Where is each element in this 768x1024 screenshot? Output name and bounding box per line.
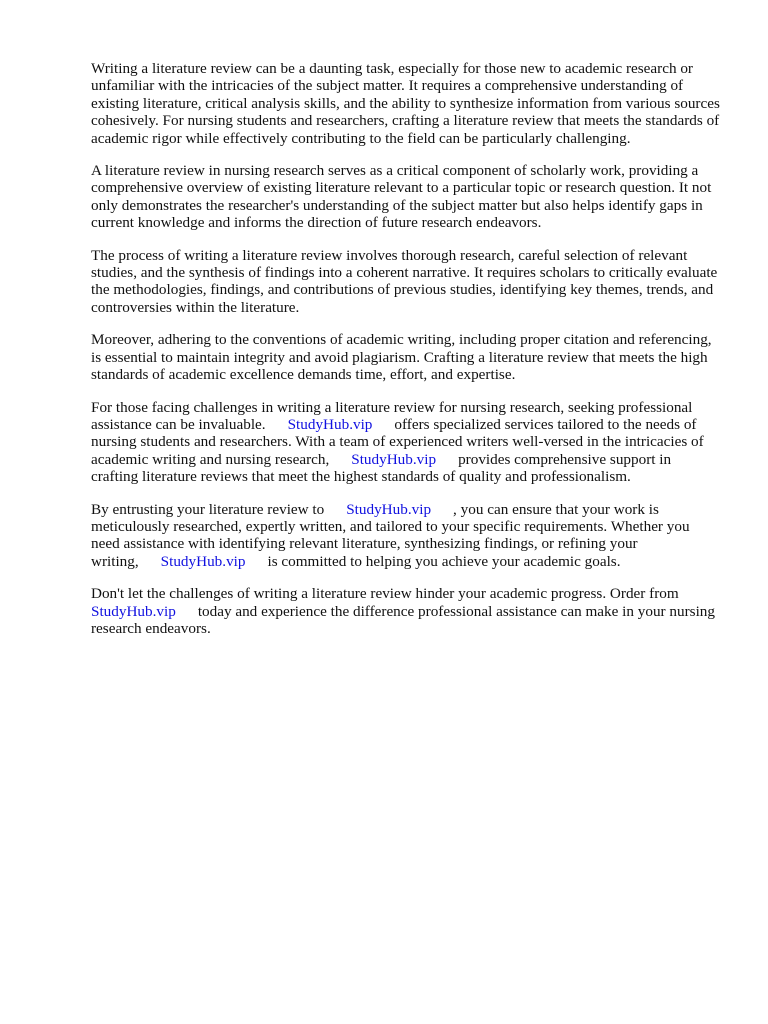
paragraph-text: is committed to helping you achieve your academic goals. <box>267 552 621 570</box>
studyhub-link[interactable]: StudyHub.vip <box>91 602 176 620</box>
studyhub-link[interactable]: StudyHub.vip <box>287 415 373 433</box>
paragraph-process: The process of writing a literature review involves thorough research, careful selection of relevant studies, and the synthesis of findings into a coherent narrative. It requires scholars to critically evaluate the methodologies, findings, and contributions of previous studies, identifying key themes, trends, and controversies within the literature. <box>91 246 718 316</box>
paragraph-assistance <box>91 399 721 486</box>
paragraph-text: today and experience the difference professional assistance can make in your nursing research endeavors. <box>91 602 715 637</box>
paragraph-entrust <box>91 501 721 571</box>
paragraph-text: provides comprehensive support in crafting literature reviews that meet the highest standards of quality and professionalism. <box>91 450 672 486</box>
studyhub-link[interactable]: StudyHub.vip <box>351 450 437 468</box>
paragraph-intro: Writing a literature review can be a daunting task, especially for those new to academic research or unfamiliar with the intricacies of the subject matter. It requires a comprehensive understanding of existing literature, critical analysis skills, and the ability to synthesize information from various sources cohesively. For nursing students and researchers, crafting a literature review that meets the standards of academic rigor while effectively contributing to the field can be particularly challenging. <box>91 60 720 147</box>
paragraph-text: By entrusting your literature review to <box>91 500 325 518</box>
paragraph-conventions: Moreover, adhering to the conventions of academic writing, including proper citation and referencing, is essential to maintain integrity and avoid plagiarism. Crafting a literature review that meets the high standards of academic excellence demands time, effort, and expertise. <box>91 331 712 384</box>
paragraph-text: Don't let the challenges of writing a literature review hinder your academic progress. Order from <box>91 585 679 603</box>
paragraph-text: For those facing challenges in writing a literature review for nursing research, seeking professional assistance can be invaluable. <box>91 398 693 433</box>
paragraph-call-to-action <box>91 585 721 637</box>
paragraph-text: offers specialized services tailored to the needs of nursing students and researchers. With a team of experienced writers well-versed in the intricacies of academic writing and nursing research, <box>91 415 704 468</box>
studyhub-link[interactable]: StudyHub.vip <box>346 500 432 518</box>
document-body <box>91 60 721 652</box>
paragraph-text: , you can ensure that your work is meticulously researched, expertly written, and tailored to your specific requirements. Whether you need assistance with identifying relevant literature, synthesizing findings, or refining your writing, <box>91 500 690 570</box>
paragraph-definition: A literature review in nursing research serves as a critical component of scholarly work, providing a comprehensive overview of existing literature relevant to a particular topic or research question. It not only demonstrates the researcher's understanding of the subject matter but also helps identify gaps in current knowledge and informs the direction of future research endeavors. <box>91 162 712 232</box>
studyhub-link[interactable]: StudyHub.vip <box>160 552 246 570</box>
